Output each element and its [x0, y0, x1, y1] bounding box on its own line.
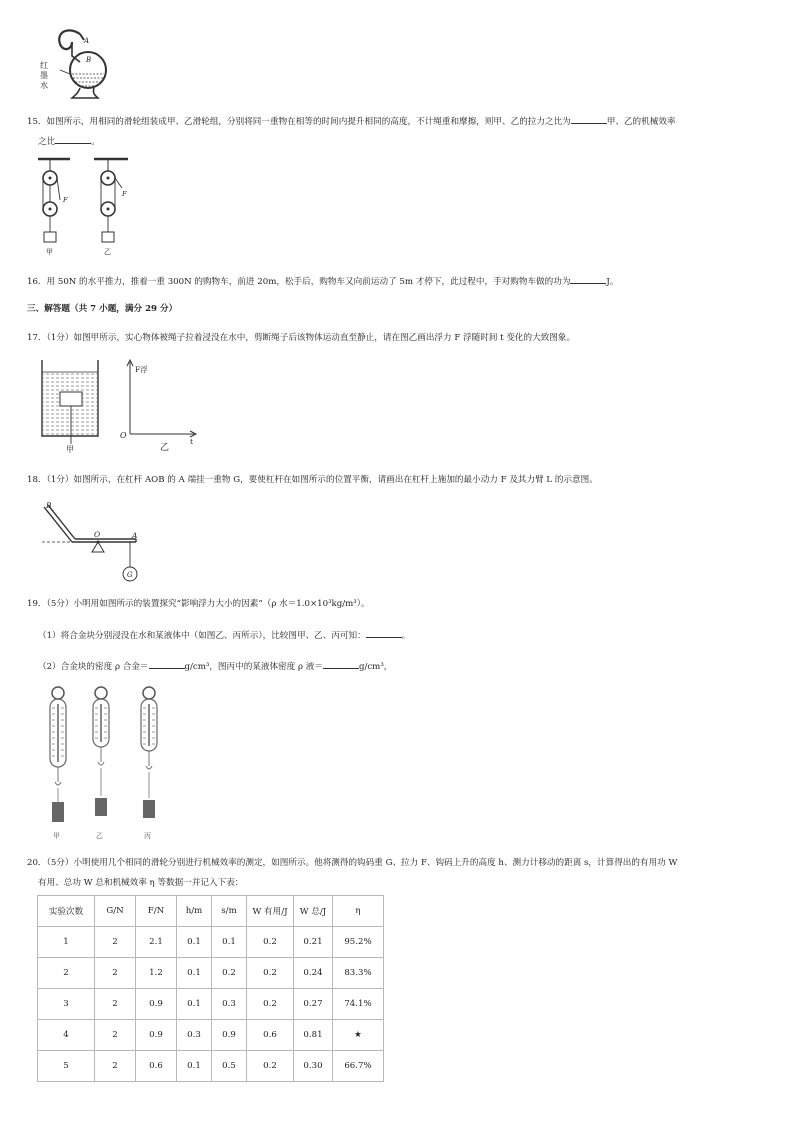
table-cell: 0.5 [212, 1051, 247, 1082]
q15-text-c: 之比 [38, 137, 56, 147]
q16-text-b: J。 [606, 277, 619, 287]
table-cell: 2.1 [136, 927, 177, 958]
q17-label-jia: 甲 [66, 445, 74, 454]
q14-label-b: B [86, 56, 92, 64]
q19-sub2-text-b: g/cm³，图丙中的某液体密度 ρ 液＝ [184, 662, 323, 672]
q15-label-yi: 乙 [104, 248, 111, 256]
q17-text: 17．（1分）如图甲所示，实心物体被绳子拉着浸没在水中，剪断绳子后该物体运动直至静止，请在图乙画出浮力 F 浮随时间 t 变化的大致图象。 [27, 333, 576, 343]
table-cell: 0.27 [294, 989, 333, 1020]
table-row [38, 927, 384, 958]
q19-sub2 [38, 659, 392, 673]
table-cell: 5 [38, 1051, 95, 1082]
q18-label-a: A [132, 531, 138, 540]
table-cell: 2 [95, 1051, 136, 1082]
table-cell: 2 [95, 1020, 136, 1051]
q15-force-left: F [63, 196, 68, 204]
table-cell: 0.9 [212, 1020, 247, 1051]
table-cell: 2 [95, 989, 136, 1020]
table-cell: 2 [38, 958, 95, 989]
q15-force-right: F [122, 190, 127, 198]
q15-number: 15． [27, 117, 47, 127]
q19-sub1 [38, 628, 410, 642]
table-cell-star: ★ [333, 1020, 384, 1051]
q19-blank-liquid-density[interactable] [323, 659, 359, 669]
q19-sub1-end: 。 [401, 631, 411, 641]
table-cell: 2 [95, 927, 136, 958]
q20-line-1: 20．（5分）小明使用几个相同的滑轮分别进行机械效率的测定，如图所示。他将测得的钩码重 G、拉力 F、钩码上升的高度 h、测力计移动的距离 s，计算得出的有用功 W [27, 858, 678, 868]
spring-scale-bing [141, 687, 157, 818]
table-cell: 0.9 [136, 1020, 177, 1051]
table-cell: 0.6 [136, 1051, 177, 1082]
table-header-row [38, 896, 384, 927]
q16-text-a: 16．用 50N 的水平推力，推着一重 300N 的购物车，前进 20m，松手后，购物车又向前运动了 5m 才停下，此过程中，手对购物车做的功为 [27, 277, 571, 287]
q15-line-1 [27, 114, 676, 128]
table-cell: 0.3 [212, 989, 247, 1020]
table-row [38, 1051, 384, 1082]
spring-scale-yi [93, 687, 109, 816]
q17-figure [36, 356, 206, 456]
q19-sub2-text-c: g/cm³， [358, 662, 393, 672]
table-cell: 0.2 [247, 958, 294, 989]
table-row [38, 989, 384, 1020]
table-cell: 0.81 [294, 1020, 333, 1051]
q18-lever-figure [38, 497, 148, 587]
q15-text-d: 。 [91, 137, 100, 147]
q14-side-label-2: 墨 [40, 71, 48, 80]
q19-fig-label-bing: 丙 [144, 832, 151, 840]
section-title: 三、解答题（共 7 小题，满分 29 分） [27, 304, 178, 314]
table-cell: 2 [95, 958, 136, 989]
q19-fig-label-jia: 甲 [53, 832, 60, 840]
table-cell: 0.1 [212, 927, 247, 958]
q15-blank-ratio[interactable] [571, 114, 607, 124]
q18-label-b: B [46, 501, 52, 510]
table-cell: 4 [38, 1020, 95, 1051]
q19-text: 19．（5分）小明用如图所示的装置探究“影响浮力大小的因素”（ρ 水＝1.0×10³kg/m³）。 [27, 599, 370, 609]
table-cell: 0.2 [247, 989, 294, 1020]
q14-side-label-3: 水 [40, 81, 48, 90]
q19-spring-scale-figure [40, 684, 170, 842]
q15-blank-efficiency[interactable] [55, 134, 91, 144]
table-cell: 0.2 [247, 927, 294, 958]
q19-blank-conclusion[interactable] [366, 628, 402, 638]
q15-text-a: 如图所示，用相同的滑轮组装成甲、乙滑轮组，分别将同一重物在相等的时间内提升相同的高度，不计绳重和摩擦，则甲、乙的拉力之比为 [46, 117, 571, 127]
table-cell: 0.3 [177, 1020, 212, 1051]
table-cell: 0.9 [136, 989, 177, 1020]
q20-line-2: 有用、总功 W 总和机械效率 η 等数据一并记入下表： [38, 878, 244, 888]
table-cell: 95.2% [333, 927, 384, 958]
table-cell: 0.2 [247, 1051, 294, 1082]
q14-figure [38, 22, 113, 102]
table-header-cell: 实验次数 [38, 896, 95, 927]
table-cell: 0.24 [294, 958, 333, 989]
q16-blank-work[interactable] [570, 274, 606, 284]
q18-label-g: G [127, 571, 133, 579]
q14-side-label-1: 红 [40, 61, 48, 70]
table-cell: 0.30 [294, 1051, 333, 1082]
q18-text: 18．（1分）如图所示，在杠杆 AOB 的 A 端挂一重物 G，要使杠杆在如图所示的位置平衡，请画出在杠杆上施加的最小动力 F 及其力臂 L 的示意图。 [27, 475, 598, 485]
q16-line [27, 274, 618, 288]
q15-pulley-figure [36, 156, 136, 262]
q19-sub1-text: （1）将合金块分别浸没在水和某液体中（如图乙、丙所示），比较图甲、乙、丙可知： [38, 631, 366, 641]
spring-scale-jia [50, 687, 66, 822]
table-row [38, 1020, 384, 1051]
q19-fig-label-yi: 乙 [96, 832, 103, 840]
table-cell: 0.1 [177, 927, 212, 958]
table-header-cell: W 有用/J [247, 896, 294, 927]
q15-line-2 [38, 134, 100, 148]
table-cell: 0.1 [177, 1051, 212, 1082]
table-cell: 83.3% [333, 958, 384, 989]
q18-label-o: O [94, 530, 101, 539]
q17-label-yi: 乙 [160, 443, 170, 453]
q15-label-jia: 甲 [46, 248, 53, 256]
table-cell: 0.2 [212, 958, 247, 989]
table-header-cell: η [333, 896, 384, 927]
table-header-cell: h/m [177, 896, 212, 927]
table-header-cell: W 总/J [294, 896, 333, 927]
table-cell: 1 [38, 927, 95, 958]
q17-origin: O [120, 431, 127, 440]
q15-text-b: 甲、乙的机械效率 [606, 117, 676, 127]
table-cell: 0.21 [294, 927, 333, 958]
q19-blank-alloy-density[interactable] [149, 659, 185, 669]
q14-label-a: A [84, 37, 90, 45]
table-cell: 1.2 [136, 958, 177, 989]
q17-axis-x: t [190, 437, 194, 446]
q19-sub2-text-a: （2）合金块的密度 ρ 合金＝ [38, 662, 149, 672]
table-cell: 3 [38, 989, 95, 1020]
table-cell: 74.1% [333, 989, 384, 1020]
q20-data-table [37, 895, 384, 1082]
table-header-cell: G/N [95, 896, 136, 927]
table-cell: 0.1 [177, 989, 212, 1020]
table-cell: 0.6 [247, 1020, 294, 1051]
table-header-cell: F/N [136, 896, 177, 927]
table-cell: 66.7% [333, 1051, 384, 1082]
table-cell: 0.1 [177, 958, 212, 989]
table-header-cell: s/m [212, 896, 247, 927]
table-row [38, 958, 384, 989]
q17-axis-y: F浮 [135, 365, 148, 374]
